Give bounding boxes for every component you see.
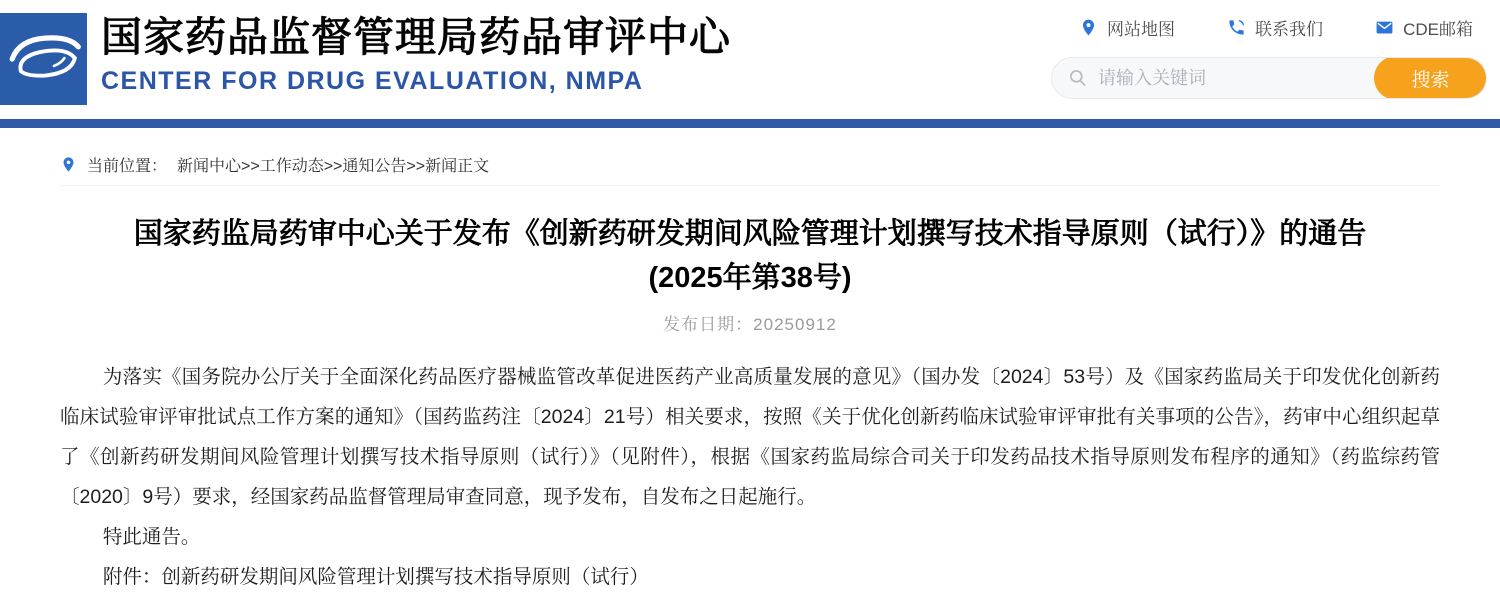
contact-us-link[interactable] bbox=[1227, 15, 1323, 40]
location-pin-icon bbox=[1079, 18, 1098, 37]
phone-icon bbox=[1227, 18, 1246, 37]
contact-us-link-label: 联系我们 bbox=[1255, 19, 1324, 39]
article-page bbox=[0, 144, 1500, 597]
search-icon bbox=[1068, 68, 1088, 88]
breadcrumb-pin-icon bbox=[60, 156, 77, 173]
quick-links bbox=[1051, 12, 1487, 42]
sitemap-link[interactable] bbox=[1079, 15, 1175, 40]
cde-mail-link[interactable] bbox=[1375, 15, 1473, 40]
site-header bbox=[0, 0, 1500, 119]
header-right bbox=[1051, 12, 1487, 99]
article-closing-line: 特此通告。 bbox=[102, 526, 201, 548]
article-title bbox=[60, 212, 1440, 300]
search-bar bbox=[1051, 57, 1487, 99]
breadcrumb-prefix: 当前位置： bbox=[87, 158, 168, 175]
article-title-line2: (2025年第38号) bbox=[648, 262, 852, 294]
breadcrumb-path[interactable]: 新闻中心>>工作动态>>通知公告>>新闻正文 bbox=[177, 158, 490, 175]
publish-date-label: 发布日期： bbox=[663, 315, 754, 334]
mail-icon bbox=[1375, 18, 1394, 37]
article-attachment-line: 附件：创新药研发期间风险管理计划撰写技术指导原则（试行） bbox=[102, 566, 649, 588]
cde-mail-link-label: CDE邮箱 bbox=[1403, 19, 1473, 39]
site-titles bbox=[101, 12, 731, 96]
breadcrumb bbox=[60, 144, 1440, 186]
publish-date-value: 20250912 bbox=[753, 315, 837, 334]
article-title-line1: 国家药监局药审中心关于发布《创新药研发期间风险管理计划撰写技术指导原则（试行）》的通告 bbox=[133, 218, 1367, 250]
publish-date bbox=[60, 310, 1440, 335]
article-body bbox=[60, 357, 1440, 597]
search-input[interactable] bbox=[1088, 58, 1374, 98]
sitemap-link-label: 网站地图 bbox=[1107, 19, 1175, 39]
article-paragraph: 为落实《国务院办公厅关于全面深化药品医疗器械监管改革促进医药产业高质量发展的意见》（国办发〔2024〕53号）及《国家药监局关于印发优化创新药临床试验审评审批试点工作方案的通知》（国药监药注〔2024〕21号）相关要求，按照《关于优化创新药临床试验审评审批有关事项的公告》，药审中心组织起草了《创新药研发期间风险管理计划撰写技术指导原则（试行）》（见附件），根据《国家药监局综合司关于印发药品技术指导原则发布程序的通知》（药监综药管〔2020〕9号）要求，经国家药品监督管理局审查同意，现予发布，自发布之日起施行。 bbox=[60, 366, 1440, 508]
search-button[interactable]: 搜索 bbox=[1374, 57, 1487, 99]
site-title-zh: 国家药品监督管理局药品审评中心 bbox=[101, 14, 731, 60]
cde-logo[interactable] bbox=[0, 13, 87, 105]
site-title-en: CENTER FOR DRUG EVALUATION, NMPA bbox=[101, 67, 644, 95]
header-divider-bar bbox=[0, 119, 1500, 128]
cde-logo-swoosh-icon bbox=[0, 13, 87, 105]
